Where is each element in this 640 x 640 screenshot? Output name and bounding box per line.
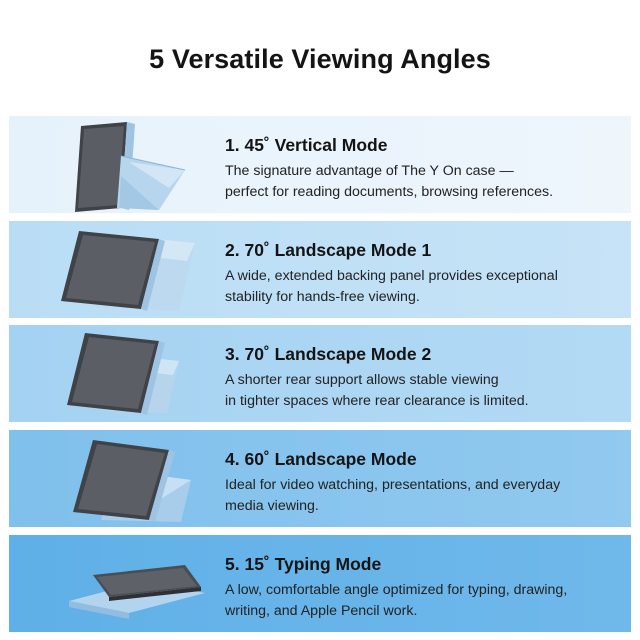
mode-heading: 5. 15˚ Typing Mode bbox=[225, 554, 382, 574]
mode-heading: 3. 70˚ Landscape Mode 2 bbox=[225, 344, 432, 364]
mode-heading: 1. 45˚ Vertical Mode bbox=[225, 135, 388, 155]
tablet-landscape-short-stand-icon bbox=[9, 325, 209, 422]
mode-description-line-1: A low, comfortable angle optimized for typing, drawing, bbox=[225, 582, 568, 598]
mode-description-line-2: in tighter spaces where rear clearance is limited. bbox=[225, 393, 529, 409]
tablet-vertical-stand-icon bbox=[9, 116, 209, 213]
mode-heading: 4. 60˚ Landscape Mode bbox=[225, 449, 417, 469]
mode-description-line-2: perfect for reading documents, browsing references. bbox=[225, 184, 554, 200]
mode-heading: 2. 70˚ Landscape Mode 1 bbox=[225, 240, 432, 260]
mode-panel-3 bbox=[9, 325, 631, 422]
mode-description-line-2: writing, and Apple Pencil work. bbox=[225, 603, 418, 619]
mode-description-line-1: The signature advantage of The Y On case — bbox=[225, 163, 514, 179]
mode-description-line-1: A shorter rear support allows stable viewing bbox=[225, 372, 499, 388]
tablet-landscape-wide-stand-icon bbox=[9, 221, 209, 318]
mode-panel-1 bbox=[9, 116, 631, 213]
tablet-landscape-fold-stand-icon bbox=[9, 430, 209, 527]
page-title: 5 Versatile Viewing Angles bbox=[149, 44, 491, 74]
mode-panel-5 bbox=[9, 535, 631, 632]
mode-description-line-1: Ideal for video watching, presentations, and everyday bbox=[225, 477, 561, 493]
mode-panel-2 bbox=[9, 221, 631, 318]
mode-description-line-1: A wide, extended backing panel provides exceptional bbox=[225, 268, 558, 284]
mode-description-line-2: stability for hands-free viewing. bbox=[225, 289, 420, 305]
mode-panel-4 bbox=[9, 430, 631, 527]
mode-description-line-2: media viewing. bbox=[225, 498, 319, 514]
tablet-typing-angle-icon bbox=[9, 535, 209, 632]
